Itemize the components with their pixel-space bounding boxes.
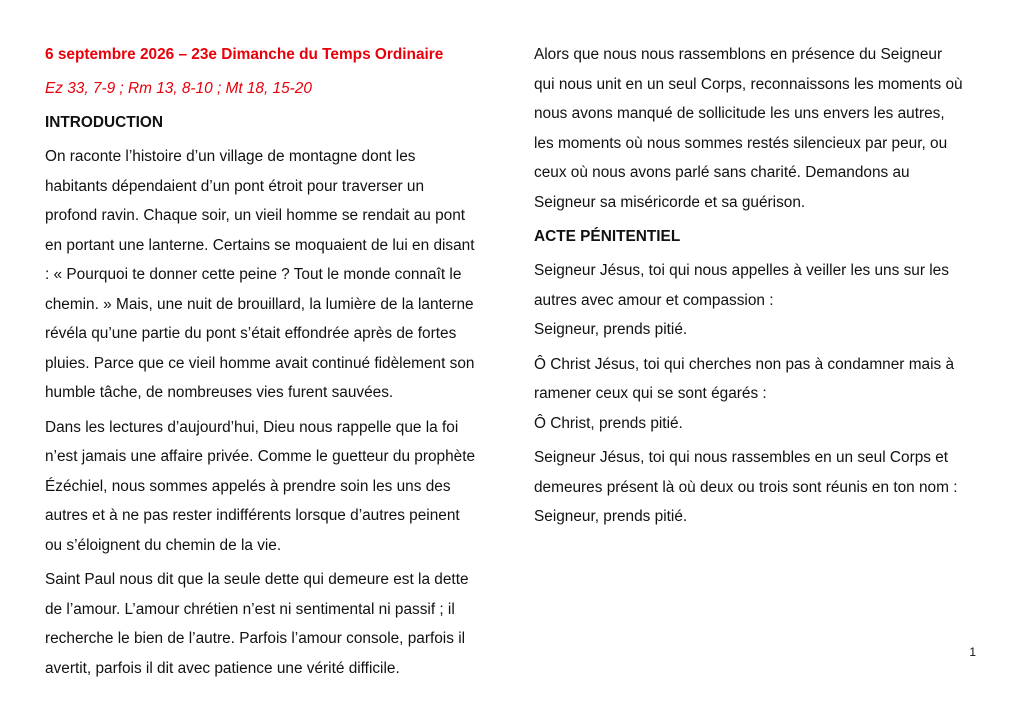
introduction-heading: INTRODUCTION [45, 114, 163, 131]
penitential-invocation [534, 256, 966, 345]
readings-references: Ez 33, 7-9 ; Rm 13, 8-10 ; Mt 18, 15-20 [45, 80, 312, 97]
invocation-text: Ô Christ Jésus, toi qui cherches non pas à condamner mais à ramener ceux qui se sont égarés : [534, 355, 955, 402]
invocation-response: Ô Christ, prends pitié. [534, 414, 683, 432]
invocation-text: Seigneur Jésus, toi qui nous rassembles en un seul Corps et demeures présent là où deux ou trois sont réunis en ton nom : Seigneur, prends pitié. [534, 449, 958, 525]
introduction-paragraph: Dans les lectures d’aujourd’hui, Dieu nous rappelle que la foi n’est jamais une affaire privée. Comme le guetteur du prophète Ézéchiel, nous sommes appelés à prendre soin les uns des autres et à ne pas rester indifférents lorsque d’autres peinent ou s’éloignent du chemin de la vie. [45, 418, 476, 554]
page-number: 1 [969, 645, 976, 659]
introduction-paragraph: Alors que nous nous rassemblons en présence du Seigneur qui nous unit en un seul Corps, reconnaissons les moments où nous avons manqué de sollicitude les uns envers les autres, les moments où nous sommes restés silencieux par peur, ou ceux où nous avons parlé sans charité. Demandons au Seigneur sa miséricorde et sa guérison. [534, 46, 963, 211]
introduction-paragraph: On raconte l’histoire d’un village de montagne dont les habitants dépendaient d’un pont étroit pour traverser un profond ravin. Chaque soir, un vieil homme se rendait au pont en portant une lanterne. Certains se moquaient de lui en disant : « Pourquoi te donner cette peine ? Tout le monde connaît le chemin. » Mais, une nuit de brouillard, la lumière de la lanterne révéla qu’une partie du pont s’était effondrée après de fortes pluies. Parce que ce vieil homme avait continué fidèlement son humble tâche, de nombreuses vies furent sauvées. [45, 148, 475, 401]
left-column [45, 40, 477, 688]
right-column [534, 40, 966, 537]
document-title: 6 septembre 2026 – 23e Dimanche du Temps Ordinaire [45, 46, 444, 63]
penitential-act-heading: ACTE PÉNITENTIEL [534, 228, 681, 245]
penitential-invocation [534, 350, 966, 439]
penitential-invocation [534, 443, 966, 532]
invocation-response: Seigneur, prends pitié. [534, 321, 688, 338]
invocation-text: Seigneur Jésus, toi qui nous appelles à veiller les uns sur les autres avec amour et compassion : [534, 262, 949, 309]
introduction-paragraph: Saint Paul nous dit que la seule dette qui demeure est la dette de l’amour. L’amour chrétien n’est ni sentimental ni passif ; il recherche le bien de l’autre. Parfois l’amour console, parfois il avertit, parfois il dit avec patience une vérité difficile. [45, 571, 469, 677]
